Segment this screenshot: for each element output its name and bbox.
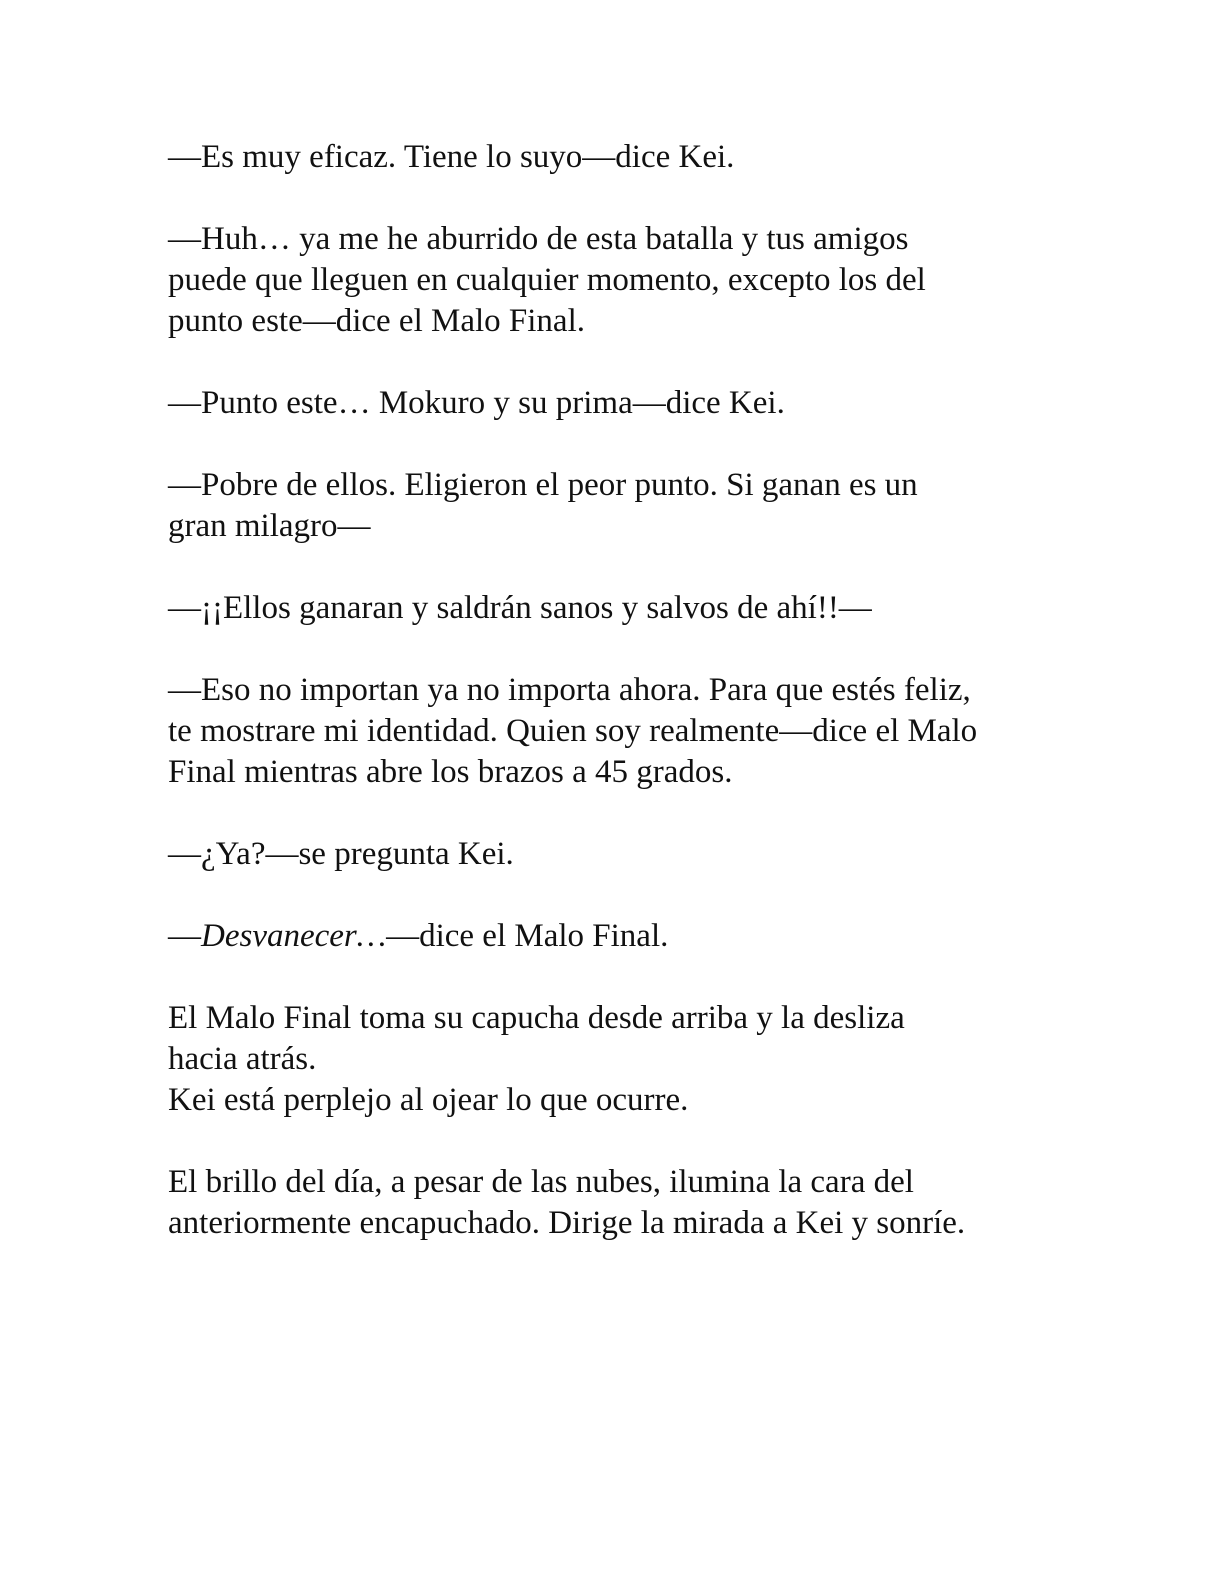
text-line: Final mientras abre los brazos a 45 grados. xyxy=(168,754,733,790)
text-line: puede que lleguen en cualquier momento, excepto los del xyxy=(168,262,926,298)
text-line: —Eso no importan ya no importa ahora. Para que estés feliz, xyxy=(168,672,971,708)
text-line: —Punto este… Mokuro y su prima—dice Kei. xyxy=(168,385,785,421)
paragraph xyxy=(168,670,1068,793)
text-line: Kei está perplejo al ojear lo que ocurre. xyxy=(168,1082,689,1118)
paragraph xyxy=(168,998,1068,1121)
paragraph xyxy=(168,383,1068,424)
italic-word: Desvanecer… xyxy=(201,918,387,954)
text-line: —Huh… ya me he aburrido de esta batalla y tus amigos xyxy=(168,221,909,257)
text-line: —¡¡Ellos ganaran y saldrán sanos y salvos de ahí!!— xyxy=(168,590,872,626)
paragraph xyxy=(168,1162,1068,1244)
text-line: te mostrare mi identidad. Quien soy realmente—dice el Malo xyxy=(168,713,978,749)
text-line: anteriormente encapuchado. Dirige la mirada a Kei y sonríe. xyxy=(168,1205,966,1241)
text-line: —¿Ya?—se pregunta Kei. xyxy=(168,836,514,872)
text-line: gran milagro— xyxy=(168,508,371,544)
text-line: —Pobre de ellos. Eligieron el peor punto. Si ganan es un xyxy=(168,467,918,503)
text-line: El Malo Final toma su capucha desde arriba y la desliza xyxy=(168,1000,905,1036)
paragraph xyxy=(168,137,1068,178)
paragraph xyxy=(168,588,1068,629)
paragraph xyxy=(168,219,1068,342)
text-line: El brillo del día, a pesar de las nubes, ilumina la cara del xyxy=(168,1164,914,1200)
text-line: —Es muy eficaz. Tiene lo suyo—dice Kei. xyxy=(168,139,735,175)
body-text xyxy=(168,137,1068,1244)
paragraph xyxy=(168,834,1068,875)
text-line: hacia atrás. xyxy=(168,1041,317,1077)
dash-open: — xyxy=(168,918,201,954)
paragraph xyxy=(168,916,1068,957)
dialogue-tag: —dice el Malo Final. xyxy=(386,918,669,954)
text-line: punto este—dice el Malo Final. xyxy=(168,303,585,339)
paragraph xyxy=(168,465,1068,547)
text-line xyxy=(168,916,1068,957)
